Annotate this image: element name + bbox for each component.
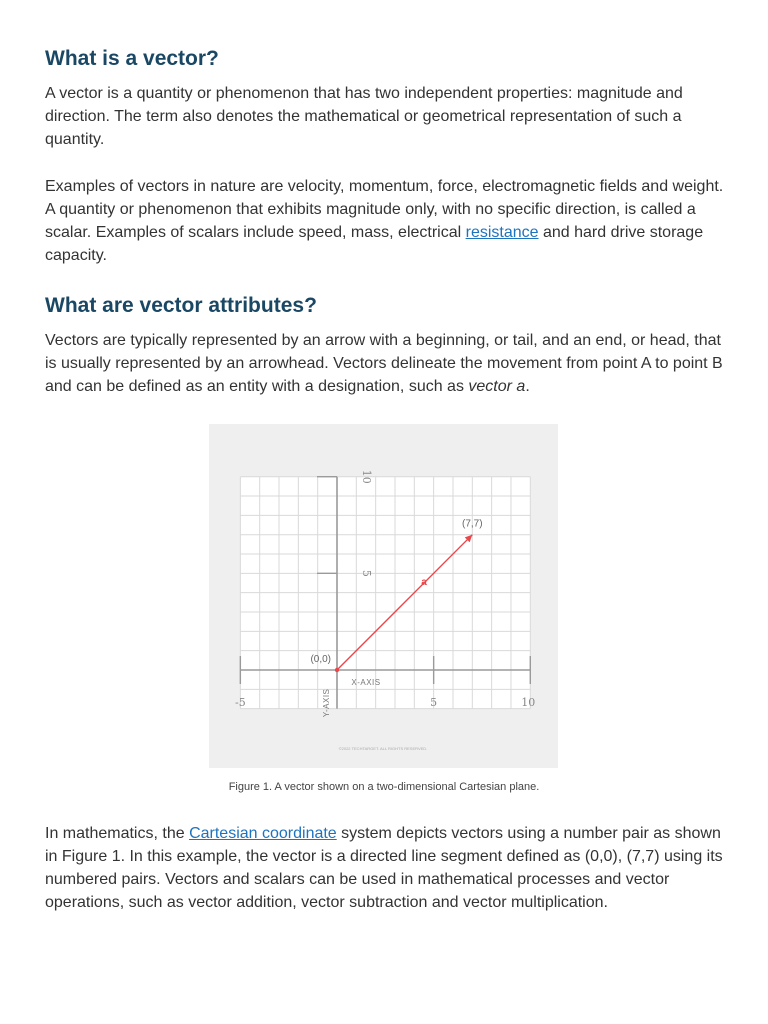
paragraph-text: Examples of vectors in nature are velocity, momentum, force, electromagnetic fields and weight. A quantity or phenomenon that exhibits magnitude only, with no specific direction, is called a scalar. Examples of scalars include speed, mass, electrical (45, 178, 724, 241)
paragraph-cartesian-coordinate (45, 822, 735, 914)
paragraph-text: and hard drive storage capacity. (45, 224, 704, 264)
paragraph-vector-attributes (45, 329, 735, 398)
y-axis-title: Y-AXIS (322, 688, 331, 718)
origin-point-label: (0,0) (310, 654, 331, 665)
vector-a-tail-point (335, 668, 339, 672)
vector-plot (209, 424, 558, 768)
cartesian-coordinate-link[interactable]: Cartesian coordinate (189, 825, 337, 842)
paragraph-text: . (525, 378, 530, 395)
paragraph-vector-definition: A vector is a quantity or phenomenon that has two independent properties: magnitude and direction. The term also denotes the mathematical or geometrical representation of such a quantity. (45, 85, 683, 148)
figure-caption: Figure 1. A vector shown on a two-dimensional Cartesian plane. (228, 781, 540, 793)
section-heading-vector-attributes: What are vector attributes? (45, 294, 317, 317)
figure-cartesian-plane (209, 424, 558, 768)
x-tick-label: -5 (234, 696, 246, 709)
paragraph-text: In mathematics, the (45, 825, 190, 842)
plot-grid (240, 477, 530, 709)
vector-a-emphasis: vector a (468, 378, 526, 395)
x-tick-label: 10 (521, 696, 536, 709)
vector-a-label: a (421, 576, 427, 588)
y-tick-label: 10 (360, 469, 373, 484)
y-tick-label: 5 (360, 569, 373, 577)
resistance-link[interactable]: resistance (465, 224, 539, 241)
paragraph-vector-examples (45, 175, 735, 267)
x-axis-title: X-AXIS (351, 678, 381, 687)
copyright-text: ©2022 TECHTARGET. ALL RIGHTS RESERVED. (338, 746, 428, 751)
x-tick-label: 5 (430, 696, 438, 709)
paragraph-text: Vectors are typically represented by an arrow with a beginning, or tail, and an end, or head, that is usually represented by an arrowhead. Vectors delineate the movement from point A to point B and can be defined as an entity with a designation, such as (45, 332, 723, 395)
paragraph-text: system depicts vectors using a number pair as shown in Figure 1. In this example, the vector is a directed line segment defined as (0,0), (7,7) using its numbered pairs. Vectors and scalars can be used in mathematical processes and vector operations, such as vector addition, vector subtraction and vector multiplication. (45, 825, 723, 911)
head-point-label: (7,7) (462, 518, 483, 530)
section-heading-what-is-a-vector: What is a vector? (45, 47, 219, 70)
